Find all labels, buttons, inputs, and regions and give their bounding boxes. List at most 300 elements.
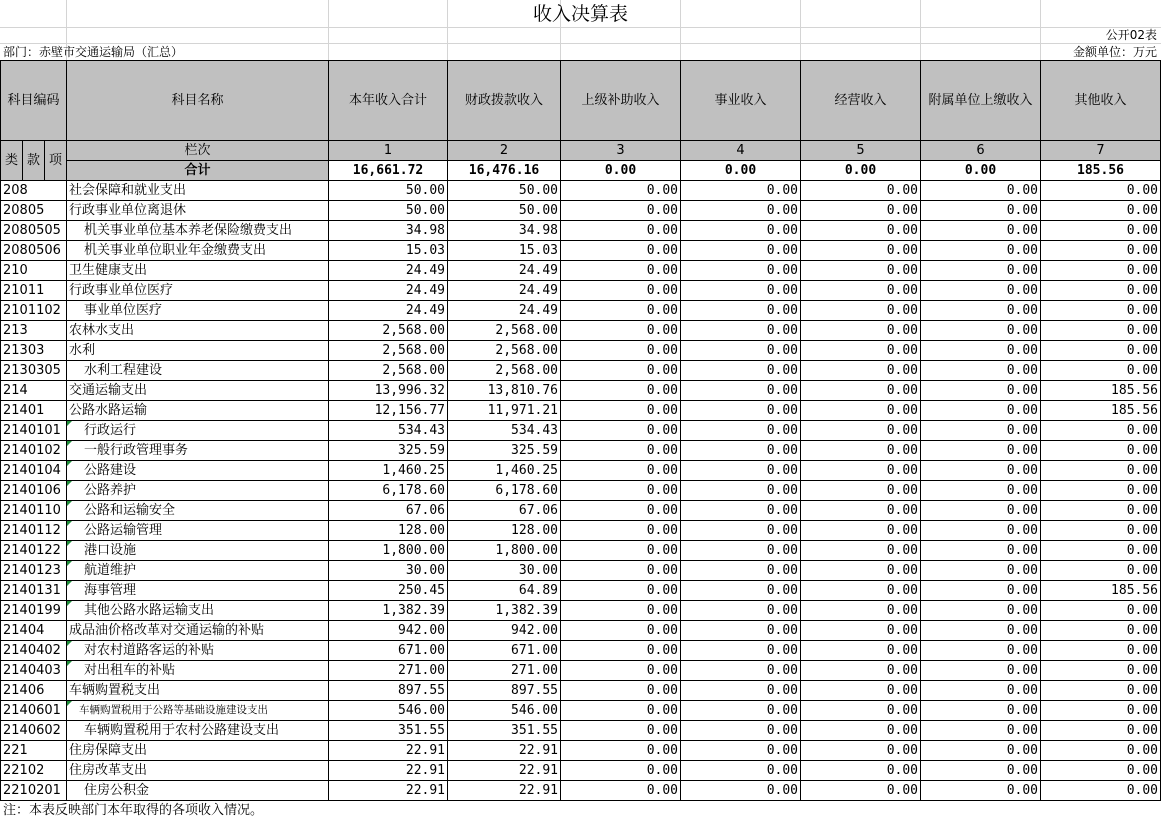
amount-cell[interactable]: 50.00 (329, 181, 448, 201)
amount-cell[interactable]: 325.59 (448, 441, 561, 461)
subject-name-cell[interactable]: 农林水支出 (67, 321, 329, 341)
amount-cell[interactable]: 0.00 (681, 621, 801, 641)
subject-name-cell[interactable]: 公路和运输安全 (67, 501, 329, 521)
subject-code-cell[interactable]: 2140402 (1, 641, 67, 661)
amount-cell[interactable]: 0.00 (681, 481, 801, 501)
amount-cell[interactable]: 185.56 (1041, 381, 1161, 401)
amount-cell[interactable]: 185.56 (1041, 581, 1161, 601)
amount-cell[interactable]: 0.00 (801, 301, 921, 321)
amount-cell[interactable]: 0.00 (801, 481, 921, 501)
amount-cell[interactable]: 0.00 (921, 541, 1041, 561)
amount-cell[interactable]: 0.00 (921, 361, 1041, 381)
amount-cell[interactable]: 0.00 (681, 601, 801, 621)
amount-cell[interactable]: 671.00 (448, 641, 561, 661)
amount-cell[interactable]: 0.00 (681, 321, 801, 341)
amount-cell[interactable]: 0.00 (1041, 341, 1161, 361)
header-business-income[interactable]: 事业收入 (681, 61, 801, 141)
subject-name-cell[interactable]: 航道维护 (67, 561, 329, 581)
subject-name-cell[interactable]: 港口设施 (67, 541, 329, 561)
amount-cell[interactable]: 0.00 (681, 761, 801, 781)
amount-cell[interactable]: 0.00 (801, 381, 921, 401)
amount-cell[interactable]: 0.00 (561, 421, 681, 441)
amount-cell[interactable]: 0.00 (561, 521, 681, 541)
amount-cell[interactable]: 0.00 (801, 541, 921, 561)
amount-cell[interactable]: 15.03 (448, 241, 561, 261)
amount-cell[interactable]: 15.03 (329, 241, 448, 261)
header-other-income[interactable]: 其他收入 (1041, 61, 1161, 141)
amount-cell[interactable]: 0.00 (801, 681, 921, 701)
amount-cell[interactable]: 0.00 (1041, 221, 1161, 241)
amount-cell[interactable]: 0.00 (801, 581, 921, 601)
subject-code-cell[interactable]: 2080505 (1, 221, 67, 241)
amount-cell[interactable]: 0.00 (801, 341, 921, 361)
total-value[interactable]: 0.00 (561, 161, 681, 181)
amount-cell[interactable]: 0.00 (801, 721, 921, 741)
total-value[interactable]: 0.00 (801, 161, 921, 181)
amount-cell[interactable]: 250.45 (329, 581, 448, 601)
amount-cell[interactable]: 0.00 (561, 321, 681, 341)
amount-cell[interactable]: 0.00 (801, 501, 921, 521)
amount-cell[interactable]: 534.43 (448, 421, 561, 441)
amount-cell[interactable]: 0.00 (1041, 721, 1161, 741)
amount-cell[interactable]: 22.91 (448, 741, 561, 761)
subject-name-cell[interactable]: 机关事业单位职业年金缴费支出 (67, 241, 329, 261)
subject-code-cell[interactable]: 2140102 (1, 441, 67, 461)
amount-cell[interactable]: 0.00 (921, 281, 1041, 301)
amount-cell[interactable]: 942.00 (448, 621, 561, 641)
subject-code-cell[interactable]: 2140199 (1, 601, 67, 621)
subject-code-cell[interactable]: 2140123 (1, 561, 67, 581)
amount-cell[interactable]: 0.00 (561, 181, 681, 201)
total-value[interactable]: 16,476.16 (448, 161, 561, 181)
header-class[interactable]: 类 (1, 141, 23, 181)
subject-code-cell[interactable]: 2140403 (1, 661, 67, 681)
amount-cell[interactable]: 0.00 (561, 741, 681, 761)
amount-cell[interactable]: 0.00 (1041, 781, 1161, 801)
amount-cell[interactable]: 128.00 (448, 521, 561, 541)
amount-cell[interactable]: 0.00 (1041, 181, 1161, 201)
amount-cell[interactable]: 0.00 (801, 321, 921, 341)
amount-cell[interactable]: 271.00 (448, 661, 561, 681)
amount-cell[interactable]: 0.00 (681, 341, 801, 361)
amount-cell[interactable]: 1,800.00 (448, 541, 561, 561)
amount-cell[interactable]: 546.00 (448, 701, 561, 721)
amount-cell[interactable]: 0.00 (561, 661, 681, 681)
amount-cell[interactable]: 0.00 (801, 561, 921, 581)
amount-cell[interactable]: 24.49 (448, 281, 561, 301)
amount-cell[interactable]: 30.00 (329, 561, 448, 581)
subject-name-cell[interactable]: 水利工程建设 (67, 361, 329, 381)
amount-cell[interactable]: 0.00 (561, 501, 681, 521)
amount-cell[interactable]: 0.00 (681, 441, 801, 461)
amount-cell[interactable]: 13,810.76 (448, 381, 561, 401)
amount-cell[interactable]: 0.00 (1041, 501, 1161, 521)
amount-cell[interactable]: 0.00 (1041, 561, 1161, 581)
amount-cell[interactable]: 0.00 (801, 421, 921, 441)
amount-cell[interactable]: 0.00 (681, 301, 801, 321)
amount-cell[interactable]: 0.00 (681, 541, 801, 561)
col-num[interactable]: 6 (921, 141, 1041, 161)
amount-cell[interactable]: 0.00 (561, 261, 681, 281)
amount-cell[interactable]: 0.00 (801, 361, 921, 381)
amount-cell[interactable]: 0.00 (1041, 521, 1161, 541)
amount-cell[interactable]: 22.91 (329, 741, 448, 761)
amount-cell[interactable]: 22.91 (448, 761, 561, 781)
amount-cell[interactable]: 0.00 (681, 261, 801, 281)
amount-cell[interactable]: 0.00 (561, 461, 681, 481)
amount-cell[interactable]: 0.00 (561, 721, 681, 741)
amount-cell[interactable]: 0.00 (801, 201, 921, 221)
amount-cell[interactable]: 34.98 (329, 221, 448, 241)
amount-cell[interactable]: 0.00 (1041, 201, 1161, 221)
subject-code-cell[interactable]: 2140104 (1, 461, 67, 481)
amount-cell[interactable]: 546.00 (329, 701, 448, 721)
header-operating-income[interactable]: 经营收入 (801, 61, 921, 141)
subject-code-cell[interactable]: 2140131 (1, 581, 67, 601)
amount-cell[interactable]: 0.00 (921, 221, 1041, 241)
amount-cell[interactable]: 0.00 (1041, 301, 1161, 321)
header-subject-name[interactable]: 科目名称 (67, 61, 329, 141)
total-value[interactable]: 0.00 (681, 161, 801, 181)
subject-name-cell[interactable]: 行政事业单位医疗 (67, 281, 329, 301)
amount-cell[interactable]: 0.00 (801, 641, 921, 661)
amount-cell[interactable]: 22.91 (448, 781, 561, 801)
header-fiscal-income[interactable]: 财政拨款收入 (448, 61, 561, 141)
amount-cell[interactable]: 0.00 (801, 601, 921, 621)
amount-cell[interactable]: 897.55 (448, 681, 561, 701)
amount-cell[interactable]: 30.00 (448, 561, 561, 581)
amount-cell[interactable]: 897.55 (329, 681, 448, 701)
amount-cell[interactable]: 67.06 (329, 501, 448, 521)
amount-cell[interactable]: 2,568.00 (329, 321, 448, 341)
amount-cell[interactable]: 0.00 (1041, 261, 1161, 281)
amount-cell[interactable]: 0.00 (561, 381, 681, 401)
subject-name-cell[interactable]: 住房保障支出 (67, 741, 329, 761)
subject-code-cell[interactable]: 2080506 (1, 241, 67, 261)
col-num[interactable]: 7 (1041, 141, 1161, 161)
col-num[interactable]: 1 (329, 141, 448, 161)
total-label[interactable]: 合计 (67, 161, 329, 181)
amount-cell[interactable]: 0.00 (1041, 421, 1161, 441)
amount-cell[interactable]: 271.00 (329, 661, 448, 681)
amount-cell[interactable]: 0.00 (1041, 641, 1161, 661)
amount-cell[interactable]: 0.00 (1041, 761, 1161, 781)
amount-cell[interactable]: 1,460.25 (329, 461, 448, 481)
subject-code-cell[interactable]: 21404 (1, 621, 67, 641)
amount-cell[interactable]: 671.00 (329, 641, 448, 661)
amount-cell[interactable]: 0.00 (921, 481, 1041, 501)
amount-cell[interactable]: 0.00 (1041, 701, 1161, 721)
amount-cell[interactable]: 0.00 (681, 581, 801, 601)
amount-cell[interactable]: 0.00 (561, 281, 681, 301)
amount-cell[interactable]: 22.91 (329, 781, 448, 801)
amount-cell[interactable]: 0.00 (921, 201, 1041, 221)
subject-name-cell[interactable]: 公路运输管理 (67, 521, 329, 541)
amount-cell[interactable]: 0.00 (681, 561, 801, 581)
col-num[interactable]: 5 (801, 141, 921, 161)
subject-name-cell[interactable]: 行政运行 (67, 421, 329, 441)
subject-name-cell[interactable]: 公路水路运输 (67, 401, 329, 421)
amount-cell[interactable]: 0.00 (681, 641, 801, 661)
amount-cell[interactable]: 0.00 (801, 741, 921, 761)
amount-cell[interactable]: 2,568.00 (448, 361, 561, 381)
amount-cell[interactable]: 0.00 (921, 301, 1041, 321)
amount-cell[interactable]: 0.00 (561, 441, 681, 461)
amount-cell[interactable]: 34.98 (448, 221, 561, 241)
amount-cell[interactable]: 0.00 (561, 221, 681, 241)
amount-cell[interactable]: 0.00 (801, 781, 921, 801)
amount-cell[interactable]: 0.00 (921, 701, 1041, 721)
amount-cell[interactable]: 0.00 (921, 261, 1041, 281)
subject-code-cell[interactable]: 2140106 (1, 481, 67, 501)
amount-cell[interactable]: 1,382.39 (448, 601, 561, 621)
subject-name-cell[interactable]: 对出租车的补贴 (67, 661, 329, 681)
amount-cell[interactable]: 0.00 (921, 721, 1041, 741)
amount-cell[interactable]: 0.00 (921, 641, 1041, 661)
amount-cell[interactable]: 0.00 (1041, 601, 1161, 621)
amount-cell[interactable]: 0.00 (801, 521, 921, 541)
header-total-income[interactable]: 本年收入合计 (329, 61, 448, 141)
amount-cell[interactable]: 0.00 (681, 221, 801, 241)
amount-cell[interactable]: 0.00 (921, 441, 1041, 461)
subject-code-cell[interactable]: 213 (1, 321, 67, 341)
amount-cell[interactable]: 0.00 (681, 741, 801, 761)
amount-cell[interactable]: 0.00 (561, 681, 681, 701)
amount-cell[interactable]: 0.00 (801, 281, 921, 301)
amount-cell[interactable]: 6,178.60 (448, 481, 561, 501)
amount-cell[interactable]: 0.00 (801, 761, 921, 781)
subject-code-cell[interactable]: 210 (1, 261, 67, 281)
subject-code-cell[interactable]: 22102 (1, 761, 67, 781)
subject-code-cell[interactable]: 221 (1, 741, 67, 761)
amount-cell[interactable]: 0.00 (681, 201, 801, 221)
subject-name-cell[interactable]: 交通运输支出 (67, 381, 329, 401)
amount-cell[interactable]: 0.00 (921, 181, 1041, 201)
amount-cell[interactable]: 0.00 (561, 561, 681, 581)
amount-cell[interactable]: 0.00 (561, 361, 681, 381)
amount-cell[interactable]: 0.00 (561, 761, 681, 781)
subject-name-cell[interactable]: 社会保障和就业支出 (67, 181, 329, 201)
header-column-no[interactable]: 栏次 (67, 141, 329, 161)
amount-cell[interactable]: 0.00 (681, 521, 801, 541)
col-num[interactable]: 3 (561, 141, 681, 161)
amount-cell[interactable]: 1,460.25 (448, 461, 561, 481)
subject-name-cell[interactable]: 成品油价格改革对交通运输的补贴 (67, 621, 329, 641)
subject-name-cell[interactable]: 车辆购置税用于公路等基础设施建设支出 (67, 701, 329, 721)
amount-cell[interactable]: 50.00 (448, 201, 561, 221)
amount-cell[interactable]: 24.49 (329, 261, 448, 281)
amount-cell[interactable]: 0.00 (681, 501, 801, 521)
amount-cell[interactable]: 0.00 (801, 461, 921, 481)
amount-cell[interactable]: 0.00 (561, 621, 681, 641)
amount-cell[interactable]: 0.00 (921, 321, 1041, 341)
amount-cell[interactable]: 0.00 (921, 681, 1041, 701)
amount-cell[interactable]: 0.00 (921, 741, 1041, 761)
amount-cell[interactable]: 0.00 (1041, 741, 1161, 761)
subject-code-cell[interactable]: 214 (1, 381, 67, 401)
amount-cell[interactable]: 0.00 (681, 361, 801, 381)
amount-cell[interactable]: 0.00 (801, 261, 921, 281)
amount-cell[interactable]: 0.00 (561, 201, 681, 221)
amount-cell[interactable]: 325.59 (329, 441, 448, 461)
amount-cell[interactable]: 0.00 (921, 661, 1041, 681)
amount-cell[interactable]: 0.00 (801, 401, 921, 421)
amount-cell[interactable]: 24.49 (329, 301, 448, 321)
subject-code-cell[interactable]: 208 (1, 181, 67, 201)
subject-name-cell[interactable]: 一般行政管理事务 (67, 441, 329, 461)
amount-cell[interactable]: 0.00 (561, 641, 681, 661)
subject-name-cell[interactable]: 其他公路水路运输支出 (67, 601, 329, 621)
amount-cell[interactable]: 942.00 (329, 621, 448, 641)
subject-code-cell[interactable]: 2140110 (1, 501, 67, 521)
total-value[interactable]: 16,661.72 (329, 161, 448, 181)
amount-cell[interactable]: 0.00 (801, 241, 921, 261)
subject-name-cell[interactable]: 海事管理 (67, 581, 329, 601)
header-affiliated-income[interactable]: 附属单位上缴收入 (921, 61, 1041, 141)
amount-cell[interactable]: 0.00 (801, 701, 921, 721)
amount-cell[interactable]: 0.00 (801, 221, 921, 241)
amount-cell[interactable]: 67.06 (448, 501, 561, 521)
subject-name-cell[interactable]: 水利 (67, 341, 329, 361)
amount-cell[interactable]: 1,382.39 (329, 601, 448, 621)
amount-cell[interactable]: 6,178.60 (329, 481, 448, 501)
amount-cell[interactable]: 0.00 (681, 781, 801, 801)
amount-cell[interactable]: 2,568.00 (448, 321, 561, 341)
amount-cell[interactable]: 0.00 (921, 461, 1041, 481)
header-superior-subsidy[interactable]: 上级补助收入 (561, 61, 681, 141)
amount-cell[interactable]: 0.00 (681, 721, 801, 741)
amount-cell[interactable]: 24.49 (448, 261, 561, 281)
amount-cell[interactable]: 0.00 (1041, 661, 1161, 681)
amount-cell[interactable]: 0.00 (561, 481, 681, 501)
subject-name-cell[interactable]: 住房公积金 (67, 781, 329, 801)
subject-name-cell[interactable]: 公路建设 (67, 461, 329, 481)
subject-name-cell[interactable]: 车辆购置税支出 (67, 681, 329, 701)
subject-code-cell[interactable]: 21011 (1, 281, 67, 301)
amount-cell[interactable]: 0.00 (921, 761, 1041, 781)
header-subject-code[interactable]: 科目编码 (1, 61, 67, 141)
amount-cell[interactable]: 0.00 (1041, 461, 1161, 481)
amount-cell[interactable]: 0.00 (681, 661, 801, 681)
amount-cell[interactable]: 0.00 (921, 521, 1041, 541)
subject-code-cell[interactable]: 2140601 (1, 701, 67, 721)
amount-cell[interactable]: 0.00 (921, 561, 1041, 581)
amount-cell[interactable]: 351.55 (329, 721, 448, 741)
amount-cell[interactable]: 0.00 (681, 241, 801, 261)
subject-code-cell[interactable]: 21303 (1, 341, 67, 361)
amount-cell[interactable]: 24.49 (329, 281, 448, 301)
amount-cell[interactable]: 0.00 (1041, 441, 1161, 461)
subject-name-cell[interactable]: 卫生健康支出 (67, 261, 329, 281)
amount-cell[interactable]: 0.00 (801, 661, 921, 681)
amount-cell[interactable]: 50.00 (329, 201, 448, 221)
subject-code-cell[interactable]: 2140112 (1, 521, 67, 541)
amount-cell[interactable]: 0.00 (921, 621, 1041, 641)
amount-cell[interactable]: 0.00 (561, 301, 681, 321)
amount-cell[interactable]: 0.00 (921, 421, 1041, 441)
amount-cell[interactable]: 0.00 (921, 781, 1041, 801)
subject-code-cell[interactable]: 2140602 (1, 721, 67, 741)
subject-name-cell[interactable]: 住房改革支出 (67, 761, 329, 781)
amount-cell[interactable]: 0.00 (921, 241, 1041, 261)
subject-name-cell[interactable]: 行政事业单位离退休 (67, 201, 329, 221)
amount-cell[interactable]: 64.89 (448, 581, 561, 601)
subject-name-cell[interactable]: 公路养护 (67, 481, 329, 501)
amount-cell[interactable]: 0.00 (1041, 481, 1161, 501)
subject-name-cell[interactable]: 机关事业单位基本养老保险缴费支出 (67, 221, 329, 241)
subject-name-cell[interactable]: 对农村道路客运的补贴 (67, 641, 329, 661)
amount-cell[interactable]: 0.00 (681, 681, 801, 701)
amount-cell[interactable]: 0.00 (921, 501, 1041, 521)
amount-cell[interactable]: 351.55 (448, 721, 561, 741)
total-value[interactable]: 185.56 (1041, 161, 1161, 181)
subject-code-cell[interactable]: 2130305 (1, 361, 67, 381)
header-item[interactable]: 项 (45, 141, 67, 181)
amount-cell[interactable]: 11,971.21 (448, 401, 561, 421)
amount-cell[interactable]: 0.00 (801, 621, 921, 641)
subject-code-cell[interactable]: 21406 (1, 681, 67, 701)
subject-name-cell[interactable]: 事业单位医疗 (67, 301, 329, 321)
subject-code-cell[interactable]: 2210201 (1, 781, 67, 801)
col-num[interactable]: 4 (681, 141, 801, 161)
amount-cell[interactable]: 185.56 (1041, 401, 1161, 421)
amount-cell[interactable]: 0.00 (561, 541, 681, 561)
amount-cell[interactable]: 24.49 (448, 301, 561, 321)
amount-cell[interactable]: 0.00 (561, 241, 681, 261)
amount-cell[interactable]: 0.00 (681, 181, 801, 201)
amount-cell[interactable]: 12,156.77 (329, 401, 448, 421)
amount-cell[interactable]: 2,568.00 (329, 341, 448, 361)
header-section[interactable]: 款 (23, 141, 45, 181)
amount-cell[interactable]: 0.00 (1041, 321, 1161, 341)
amount-cell[interactable]: 0.00 (561, 341, 681, 361)
amount-cell[interactable]: 0.00 (1041, 621, 1161, 641)
total-value[interactable]: 0.00 (921, 161, 1041, 181)
amount-cell[interactable]: 0.00 (921, 581, 1041, 601)
amount-cell[interactable]: 0.00 (561, 601, 681, 621)
amount-cell[interactable]: 0.00 (1041, 281, 1161, 301)
amount-cell[interactable]: 534.43 (329, 421, 448, 441)
amount-cell[interactable]: 0.00 (921, 381, 1041, 401)
amount-cell[interactable]: 2,568.00 (329, 361, 448, 381)
amount-cell[interactable]: 0.00 (681, 381, 801, 401)
subject-code-cell[interactable]: 20805 (1, 201, 67, 221)
amount-cell[interactable]: 22.91 (329, 761, 448, 781)
amount-cell[interactable]: 0.00 (561, 581, 681, 601)
amount-cell[interactable]: 2,568.00 (448, 341, 561, 361)
col-num[interactable]: 2 (448, 141, 561, 161)
amount-cell[interactable]: 0.00 (1041, 361, 1161, 381)
amount-cell[interactable]: 0.00 (561, 701, 681, 721)
amount-cell[interactable]: 0.00 (561, 401, 681, 421)
subject-name-cell[interactable]: 车辆购置税用于农村公路建设支出 (67, 721, 329, 741)
amount-cell[interactable]: 0.00 (921, 601, 1041, 621)
subject-code-cell[interactable]: 2101102 (1, 301, 67, 321)
amount-cell[interactable]: 0.00 (561, 781, 681, 801)
amount-cell[interactable]: 13,996.32 (329, 381, 448, 401)
subject-code-cell[interactable]: 2140101 (1, 421, 67, 441)
amount-cell[interactable]: 0.00 (681, 281, 801, 301)
amount-cell[interactable]: 0.00 (921, 401, 1041, 421)
amount-cell[interactable]: 0.00 (801, 441, 921, 461)
amount-cell[interactable]: 0.00 (1041, 541, 1161, 561)
amount-cell[interactable]: 0.00 (681, 401, 801, 421)
amount-cell[interactable]: 0.00 (1041, 241, 1161, 261)
amount-cell[interactable]: 0.00 (681, 421, 801, 441)
subject-code-cell[interactable]: 21401 (1, 401, 67, 421)
amount-cell[interactable]: 128.00 (329, 521, 448, 541)
amount-cell[interactable]: 0.00 (801, 181, 921, 201)
